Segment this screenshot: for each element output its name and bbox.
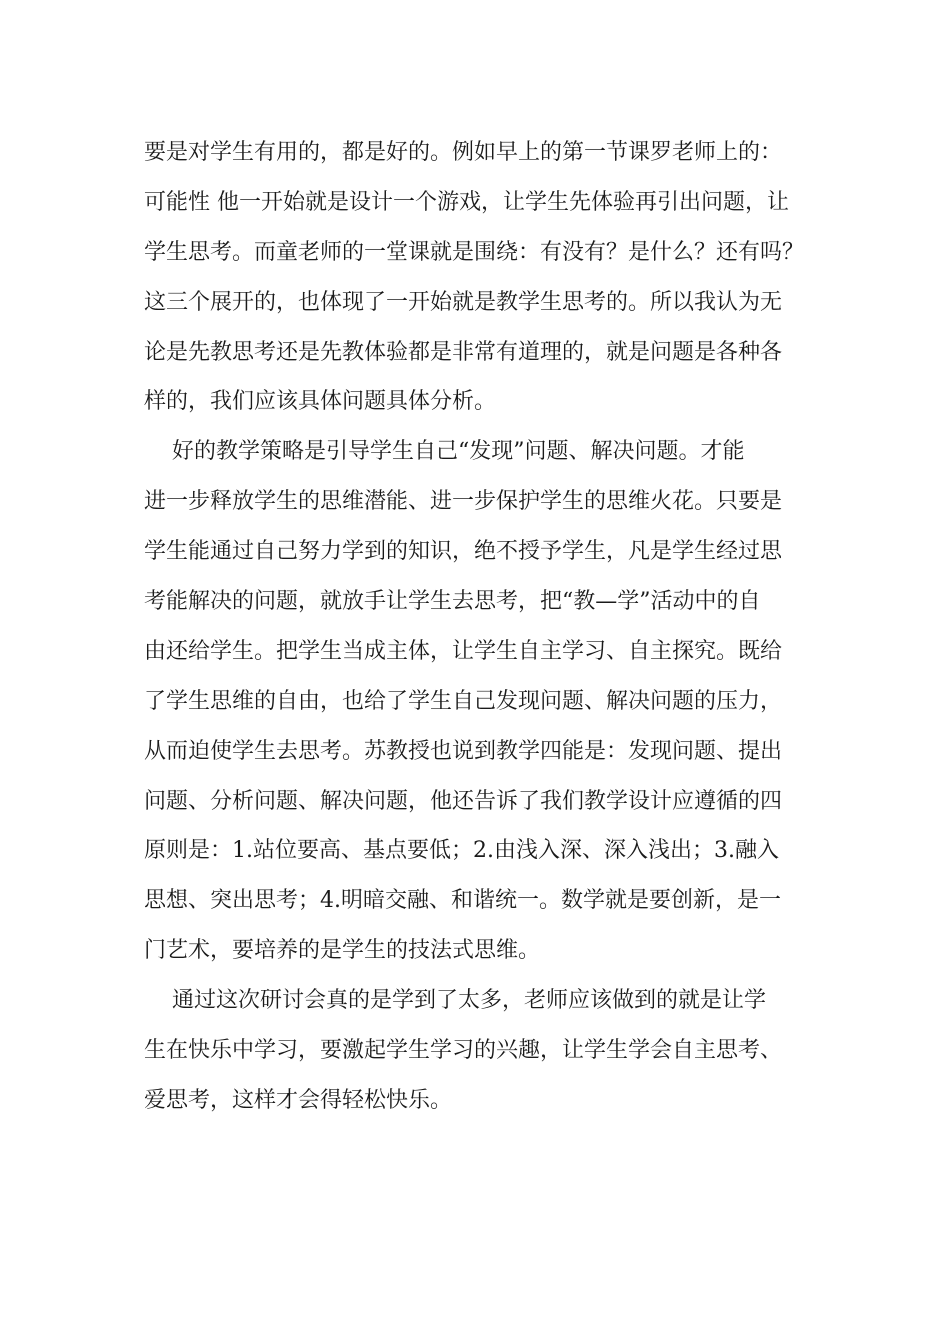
text-line: 学生能通过自己努力学到的知识，绝不授予学生，凡是学生经过思: [144, 539, 783, 565]
document-body: [144, 128, 844, 1126]
text-line: 了学生思维的自由，也给了学生自己发现问题、解决问题的压力，: [144, 688, 783, 714]
text-line: 生在快乐中学习，要激起学生学习的兴趣，让学生学会自主思考、: [144, 1038, 783, 1064]
text-line: 这三个展开的，也体现了一开始就是教学生思考的。所以我认为无: [144, 289, 783, 315]
text-line: 考能解决的问题，就放手让学生去思考，把“教—学”活动中的自: [144, 589, 761, 615]
text-line: 门艺术，要培养的是学生的技法式思维。: [144, 938, 541, 964]
text-line: 论是先教思考还是先教体验都是非常有道理的，就是问题是各种各: [144, 339, 783, 365]
text-line: 思想、突出思考；4.明暗交融、和谐统一。数学就是要创新，是一: [144, 888, 781, 914]
text-line: 通过这次研讨会真的是学到了太多，老师应该做到的就是让学: [144, 988, 766, 1014]
text-line: 从而迫使学生去思考。苏教授也说到教学四能是：发现问题、提出: [144, 738, 783, 764]
text-line: 由还给学生。把学生当成主体，让学生自主学习、自主探究。既给: [144, 638, 783, 664]
text-line: 要是对学生有用的，都是好的。例如早上的第一节课罗老师上的：: [144, 140, 783, 165]
text-line: 问题、分析问题、解决问题，他还告诉了我们教学设计应遵循的四: [144, 788, 783, 814]
text-line: 原则是：1.站位要高、基点要低；2.由浅入深、深入浅出；3.融入: [144, 838, 779, 864]
text-line: 进一步释放学生的思维潜能、进一步保护学生的思维火花。只要是: [144, 489, 783, 515]
text-line: 学生思考。而童老师的一堂课就是围绕：有没有？是什么？还有吗？: [144, 239, 805, 265]
text-line: 样的，我们应该具体问题具体分析。: [144, 389, 497, 415]
text-line: 可能性 他一开始就是设计一个游戏，让学生先体验再引出问题，让: [144, 189, 789, 215]
text-line: 爱思考，这样才会得轻松快乐。: [144, 1087, 453, 1113]
text-line: 好的教学策略是引导学生自己“发现”问题、解决问题。才能: [144, 439, 745, 465]
